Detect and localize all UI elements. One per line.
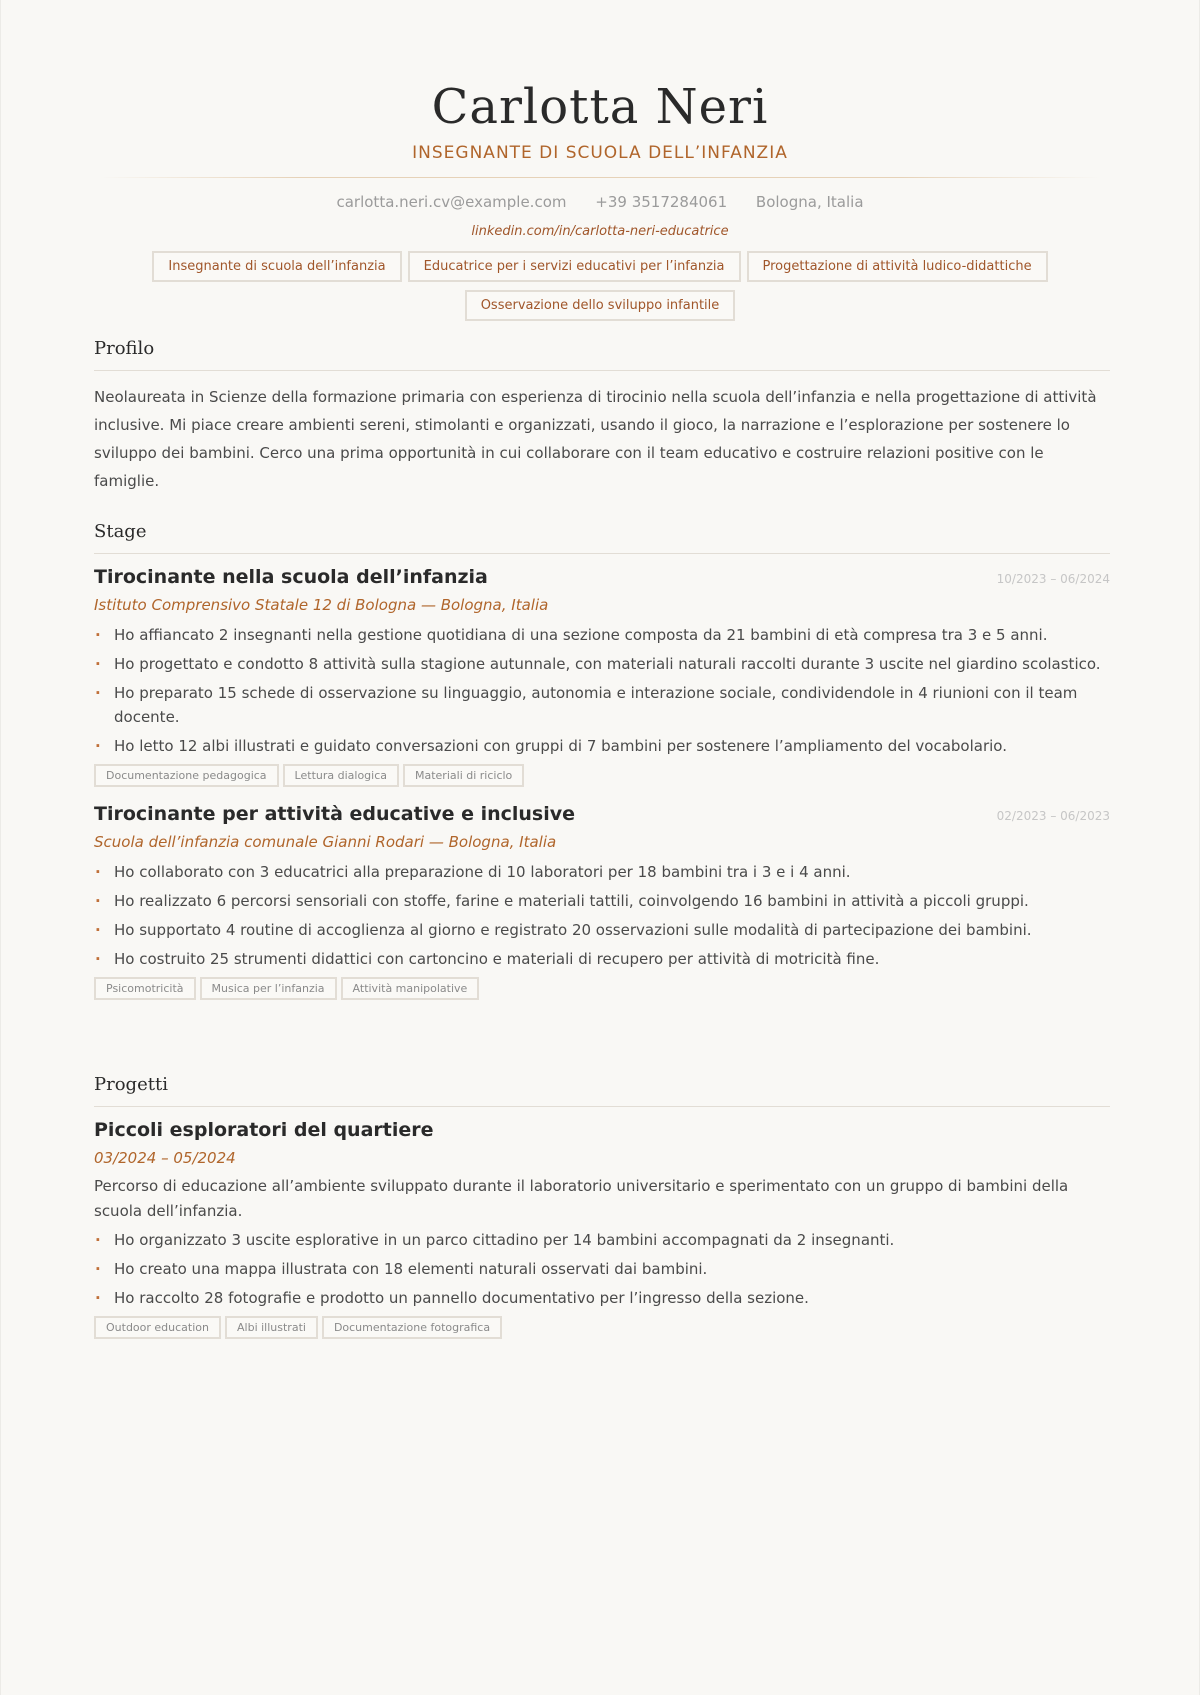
skill-tag: Materiali di riciclo [403,764,524,787]
skill-tag: Psicomotricità [94,977,196,1000]
section-title-profile: Profilo [94,337,1110,371]
skill-tag: Documentazione fotografica [322,1316,502,1339]
entry-tags [94,764,1110,787]
bullet-item: · Ho raccolto 28 fotografie e prodotto un pannello documentativo per l’ingresso della sezione. [94,1286,1110,1310]
project-entry [94,1117,1110,1339]
bullet-item: · Ho preparato 15 schede di osservazione su linguaggio, autonomia e interazione sociale, condividendole in 4 riunioni con il team docente. [94,681,1110,729]
keyword-badge: Progettazione di attività ludico-didattiche [747,251,1048,282]
projects-section [94,1073,1110,1339]
entry-date: 02/2023 – 06/2023 [996,809,1110,823]
resume-header [1,0,1199,321]
skill-tag: Musica per l’infanzia [200,977,337,1000]
keyword-badge: Educatrice per i servizi educativi per l’infanzia [408,251,741,282]
contact-phone[interactable]: +39 3517284061 [595,193,728,211]
skill-tag: Lettura dialogica [283,764,399,787]
keyword-badge: Osservazione dello sviluppo infantile [465,290,736,321]
section-title-stage: Stage [94,520,1110,554]
linkedin-link[interactable]: linkedin.com/in/carlotta-neri-educatrice [471,224,729,239]
contact-location: Bologna, Italia [755,193,864,211]
candidate-name: Carlotta Neri [431,79,769,135]
project-title: Piccoli esploratori del quartiere [94,1119,434,1141]
bullet-item: · Ho supportato 4 routine di accoglienza al giorno e registrato 20 osservazioni sulle modalità di partecipazione dei bambini. [94,918,1110,942]
skill-tag: Outdoor education [94,1316,221,1339]
contact-email[interactable]: carlotta.neri.cv@example.com [336,193,567,211]
bullet-item: · Ho letto 12 albi illustrati e guidato conversazioni con gruppi di 7 bambini per sostenere l’ampliamento del vocabolario. [94,734,1110,758]
bullet-item: · Ho creato una mappa illustrata con 18 elementi naturali osservati dai bambini. [94,1257,1110,1281]
project-tags [94,1316,1110,1339]
skill-tag: Attività manipolative [341,977,480,1000]
candidate-role: INSEGNANTE DI SCUOLA DELL’INFANZIA [412,143,788,163]
bullet-item: · Ho costruito 25 strumenti didattici con cartoncino e materiali di recupero per attività di motricità fine. [94,947,1110,971]
bullet-item: · Ho progettato e condotto 8 attività sulla stagione autunnale, con materiali naturali raccolti durante 3 uscite nel giardino scolastico. [94,652,1110,676]
bullet-item: · Ho organizzato 3 uscite esplorative in un parco cittadino per 14 bambini accompagnati da 2 insegnanti. [94,1228,1110,1252]
entry-bullets [94,860,1110,971]
bullet-item: · Ho affiancato 2 insegnanti nella gestione quotidiana di una sezione composta da 21 bambini di età compresa tra 3 e 5 anni. [94,623,1110,647]
entry-date: 10/2023 – 06/2024 [996,572,1110,586]
project-description: Percorso di educazione all’ambiente sviluppato durante il laboratorio universitario e sperimentato con un gruppo di bambini della scuola dell’infanzia. [94,1177,1069,1220]
bullet-item: · Ho realizzato 6 percorsi sensoriali con stoffe, farine e materiali tattili, coinvolgendo 16 bambini in attività a piccoli gruppi. [94,889,1110,913]
contact-line [1,192,1199,212]
bullet-item: · Ho collaborato con 3 educatrici alla preparazione di 10 laboratori per 18 bambini tra i 3 e i 4 anni. [94,860,1110,884]
stage-entry [94,801,1110,1000]
stage-entry [94,564,1110,787]
entry-organization: Scuola dell’infanzia comunale Gianni Rodari — Bologna, Italia [94,833,557,851]
skill-tag: Documentazione pedagogica [94,764,279,787]
header-divider [100,177,1100,178]
profile-text: Neolaureata in Scienze della formazione primaria con esperienza di tirocinio nella scuola dell’infanzia e nella progettazione di attività inclusive. Mi piace creare ambienti sereni, stimolanti e organizzati, usando il gioco, la narrazione e l’esplorazione per sostenere lo sviluppo dei bambini. Cerco una prima opportunità in cui collaborare con il team educativo e costruire relazioni positive con le famiglie. [94,388,1097,490]
project-bullets [94,1228,1110,1310]
entry-title: Tirocinante per attività educative e inclusive [94,803,576,825]
profile-section [94,337,1110,495]
entry-bullets [94,623,1110,758]
entry-organization: Istituto Comprensivo Statale 12 di Bologna — Bologna, Italia [94,596,549,614]
entry-title: Tirocinante nella scuola dell’infanzia [94,566,488,588]
keyword-list [100,251,1100,321]
skill-tag: Albi illustrati [225,1316,318,1339]
entry-tags [94,977,1110,1000]
section-title-projects: Progetti [94,1073,1110,1107]
project-date: 03/2024 – 05/2024 [94,1149,236,1167]
stage-section [94,520,1110,1000]
keyword-badge: Insegnante di scuola dell’infanzia [152,251,401,282]
